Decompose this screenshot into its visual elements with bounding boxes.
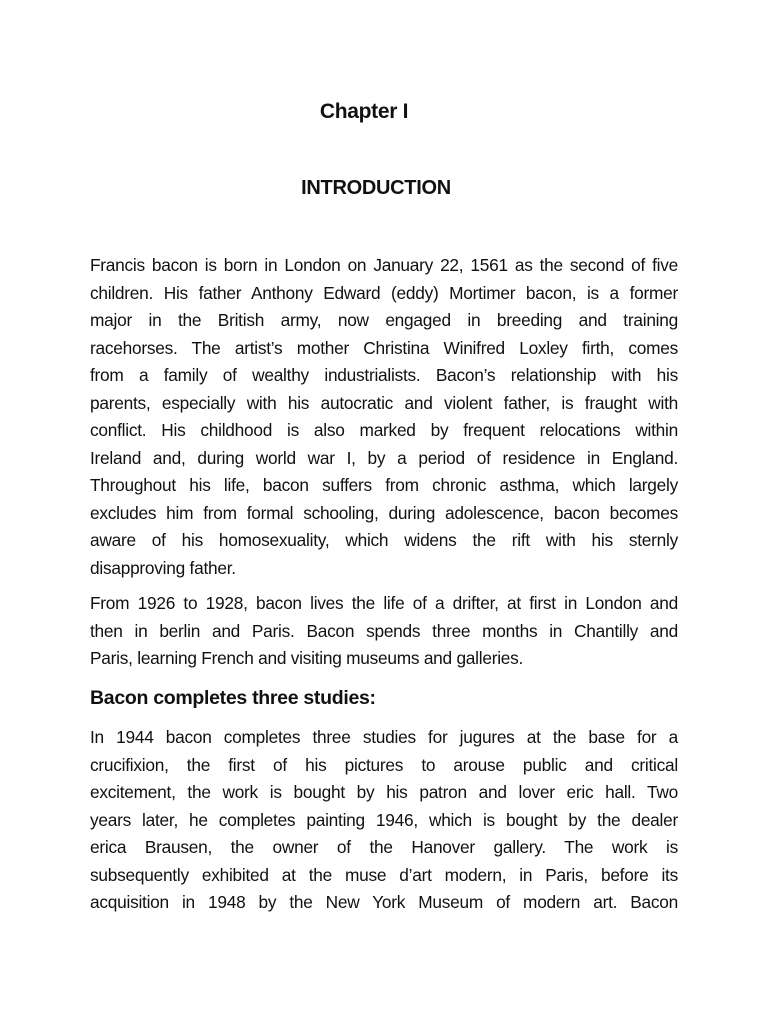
- text-line: From 1926 to 1928, bacon lives the life of a drifter, at first in London and: [90, 593, 678, 613]
- text-line: parents, especially with his autocratic and violent father, is fraught with: [90, 392, 678, 413]
- text-line: children. His father Anthony Edward (eddy) Mortimer bacon, is a former: [90, 282, 678, 303]
- chapter-title: Chapter I: [319, 100, 409, 123]
- text-line: racehorses. The artist’s mother Christina Winifred Loxley firth, comes: [90, 337, 678, 358]
- text-line: aware of his homosexuality, which widens the rift with his sternly: [90, 530, 678, 550]
- text-line: Throughout his life, bacon suffers from chronic asthma, which largely: [90, 475, 678, 495]
- text-line: Francis bacon is born in London on January 22, 1561 as the second of five: [90, 255, 678, 275]
- text-line: Paris, learning French and visiting museums and galleries.: [90, 648, 524, 668]
- paragraph-3: [90, 724, 678, 917]
- text-line: excitement, the work is bought by his patron and lover eric hall. Two: [90, 782, 678, 802]
- paragraph-2: [90, 590, 678, 673]
- section-title: INTRODUCTION: [301, 177, 451, 199]
- paragraph-1: [90, 252, 678, 582]
- text-line: Ireland and, during world war I, by a period of residence in England.: [90, 447, 678, 468]
- text-line: conflict. His childhood is also marked by frequent relocations within: [90, 420, 678, 440]
- text-line: years later, he completes painting 1946, which is bought by the dealer: [90, 809, 678, 830]
- subheading: Bacon completes three studies:: [90, 687, 376, 709]
- text-line: acquisition in 1948 by the New York Museum of modern art. Bacon: [90, 892, 678, 912]
- text-line: major in the British army, now engaged in breeding and training: [90, 310, 678, 330]
- text-line: subsequently exhibited at the muse d’art modern, in Paris, before its: [90, 864, 678, 885]
- text-line: crucifixion, the first of his pictures to arouse public and critical: [90, 754, 678, 775]
- text-line: disapproving father.: [90, 557, 236, 578]
- text-line: In 1944 bacon completes three studies for jugures at the base for a: [90, 727, 678, 747]
- text-line: from a family of wealthy industrialists. Bacon’s relationship with his: [90, 365, 678, 385]
- text-line: then in berlin and Paris. Bacon spends three months in Chantilly and: [90, 620, 678, 641]
- text-line: excludes him from formal schooling, during adolescence, bacon becomes: [90, 502, 678, 523]
- text-line: erica Brausen, the owner of the Hanover gallery. The work is: [90, 837, 678, 857]
